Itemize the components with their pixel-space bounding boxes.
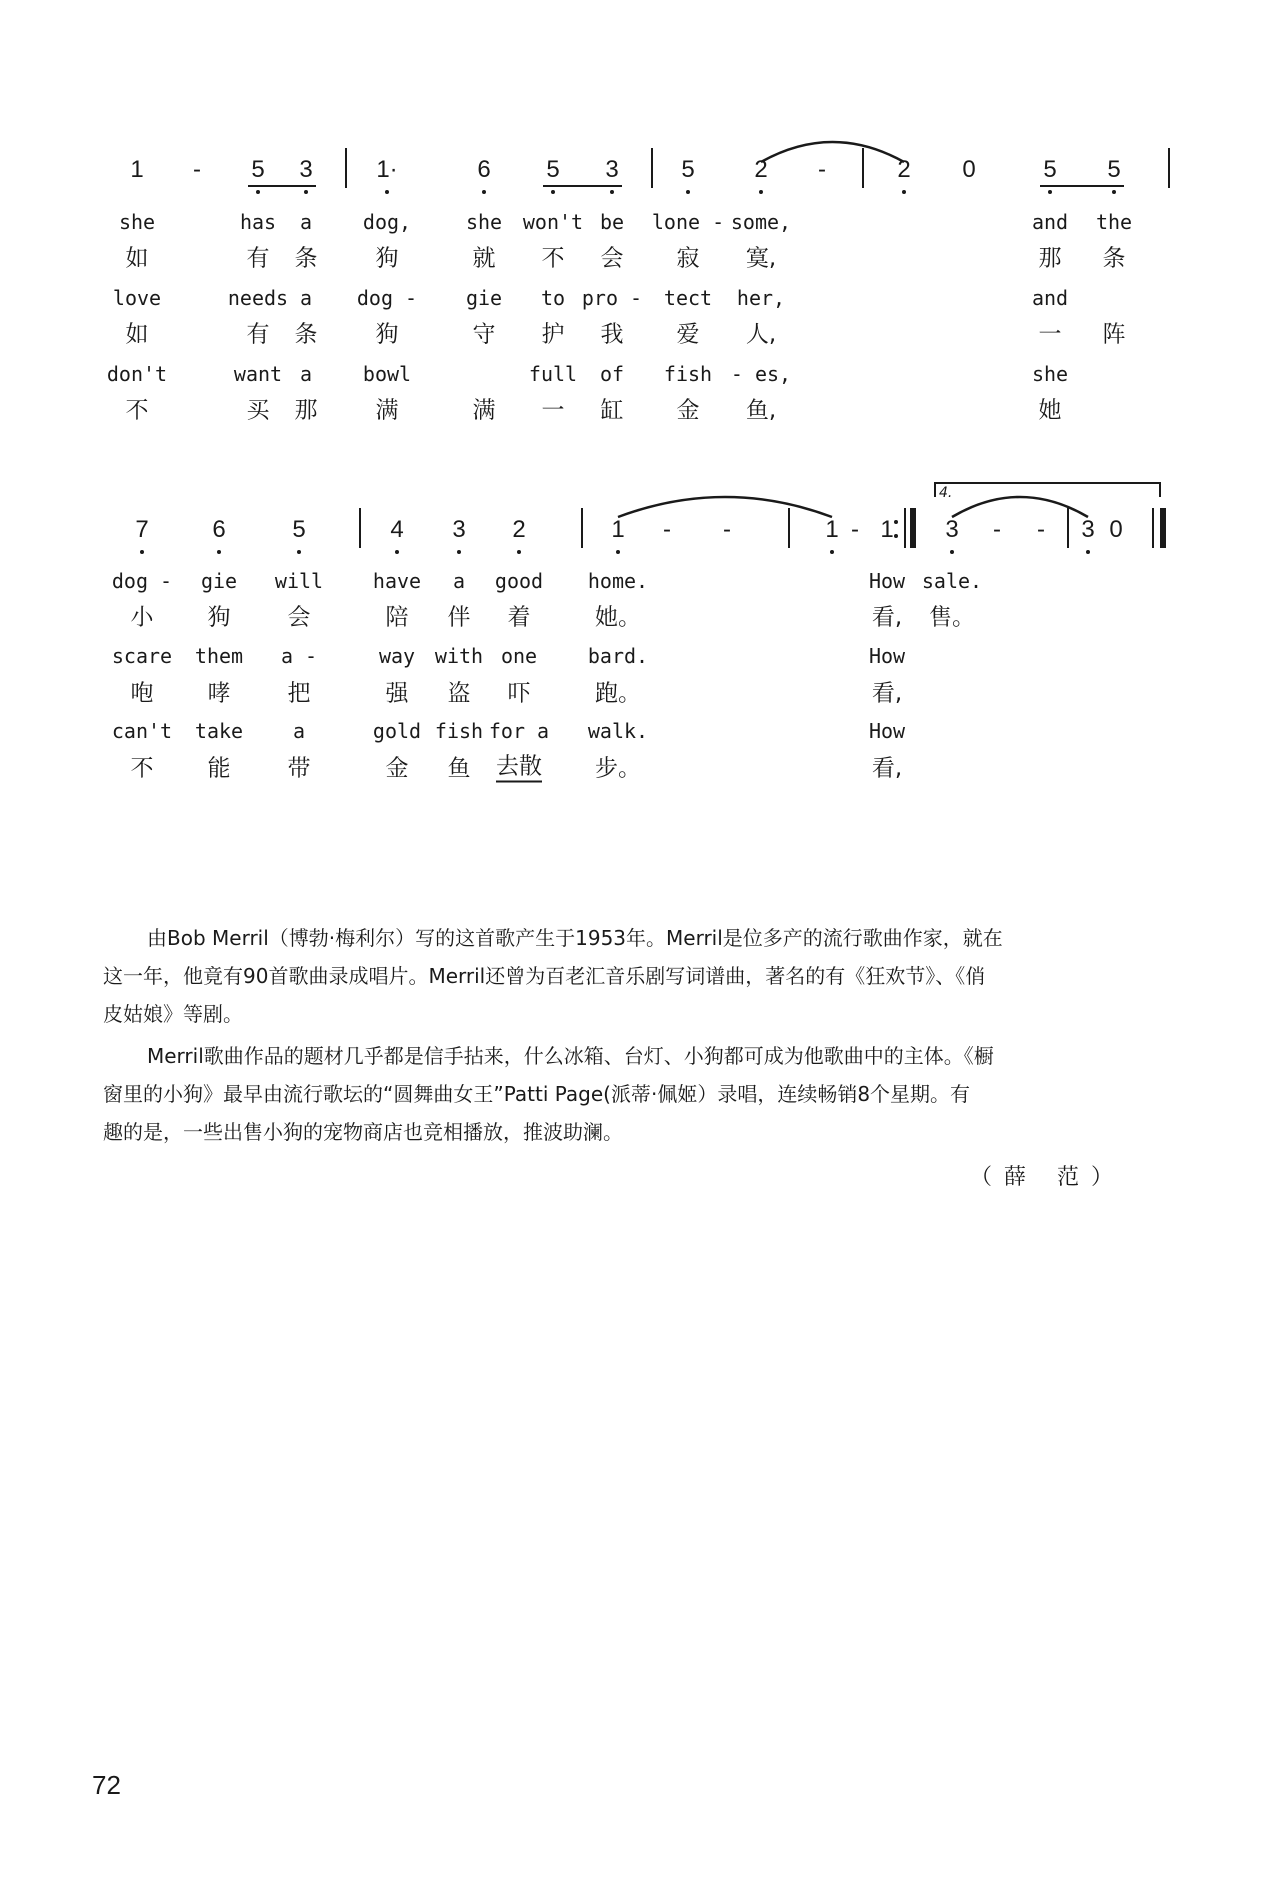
low-octave-dot — [385, 190, 389, 194]
note: 5 — [681, 156, 695, 183]
lyric-chinese: 那 — [1038, 245, 1062, 272]
barline — [359, 508, 361, 548]
volta-label: 4. — [939, 485, 953, 501]
barline — [904, 508, 906, 548]
note: 6 — [212, 516, 226, 543]
eighth-note-underline — [543, 185, 622, 187]
lyric-chinese: 咆 — [130, 680, 154, 707]
note: 5 — [1043, 156, 1057, 183]
lyric-chinese: 条 — [294, 321, 318, 348]
lyric-chinese: 阵 — [1102, 321, 1126, 348]
repeat-dot — [894, 520, 898, 524]
lyric-english: way — [378, 644, 416, 668]
barline — [862, 148, 864, 188]
note: 3 — [945, 516, 959, 543]
note: 3 — [299, 156, 313, 183]
low-octave-dot — [686, 190, 690, 194]
lyric-chinese: 跑。 — [595, 680, 641, 707]
author-credit: （薛 范） — [970, 1165, 1125, 1190]
lyric-english: some, — [730, 210, 792, 234]
lyric-chinese: 满 — [375, 397, 399, 424]
note: 1· — [376, 156, 398, 183]
lyric-chinese: 如 — [125, 321, 149, 348]
lyric-chinese: 一 — [1038, 321, 1062, 348]
note: 5 — [292, 516, 306, 543]
lyric-english: a — [299, 286, 313, 310]
lyric-english: won't — [522, 210, 584, 234]
note: 7 — [135, 516, 149, 543]
note: 3 — [605, 156, 619, 183]
lyric-chinese: 条 — [294, 245, 318, 272]
dash-note: - — [663, 516, 671, 543]
lyric-chinese: 条 — [1102, 245, 1126, 272]
low-octave-dot — [304, 190, 308, 194]
eighth-note-underline — [248, 185, 316, 187]
barline — [1160, 508, 1166, 548]
lyric-english: tect — [663, 286, 713, 310]
lyric-chinese: 能 — [207, 755, 231, 782]
low-octave-dot — [140, 550, 144, 554]
lyric-english: to — [540, 286, 566, 310]
text-line: 趣的是，一些出售小狗的宠物商店也竞相播放，推波助澜。 — [103, 1120, 623, 1144]
lyric-english: of — [599, 362, 625, 386]
lyric-english: dog - — [111, 569, 173, 593]
lyric-english: have — [372, 569, 422, 593]
repeat-dot — [894, 534, 898, 538]
lyric-chinese: 看, — [871, 680, 903, 707]
lyric-chinese: 那 — [294, 397, 318, 424]
note: 6 — [477, 156, 491, 183]
lyric-chinese: 着 — [507, 604, 531, 631]
lyric-english: full — [528, 362, 578, 386]
lyric-chinese: 售。 — [929, 604, 975, 631]
lyric-english: bowl — [362, 362, 412, 386]
lyric-english: she — [1031, 362, 1069, 386]
lyric-chinese: 狗 — [207, 604, 231, 631]
lyric-english: bard. — [587, 644, 649, 668]
lyric-english: dog, — [362, 210, 412, 234]
lyric-english: How — [868, 569, 906, 593]
low-octave-dot — [517, 550, 521, 554]
lyric-chinese: 会 — [600, 245, 624, 272]
lyric-english: good — [494, 569, 544, 593]
lyric-chinese: 寂 — [676, 245, 700, 272]
lyric-chinese: 看, — [871, 604, 903, 631]
lyric-chinese: 满 — [472, 397, 496, 424]
text-line: 窗里的小狗》最早由流行歌坛的“圆舞曲女王”Patti Page(派蒂·佩姬）录唱，连续畅销8个星期。有 — [103, 1082, 971, 1106]
lyric-english: gie — [200, 569, 238, 593]
lyric-english: a — [292, 719, 306, 743]
lyric-english: she — [465, 210, 503, 234]
dash-note: - — [1037, 516, 1045, 543]
note: 1 — [611, 516, 625, 543]
note: 0 — [962, 156, 976, 183]
slur — [618, 497, 832, 517]
barline — [651, 148, 653, 188]
note: 4 — [390, 516, 404, 543]
lyric-chinese: 吓 — [507, 680, 531, 707]
lyric-english: How — [868, 719, 906, 743]
text-line: 由Bob Merril（博勃·梅利尔）写的这首歌产生于1953年。Merril是位多产的流行歌曲作家，就在 — [147, 926, 1003, 950]
low-octave-dot — [256, 190, 260, 194]
lyric-english: a — [452, 569, 466, 593]
barline — [788, 508, 790, 548]
lyric-chinese: 金 — [676, 397, 700, 424]
lyric-chinese: 如 — [125, 245, 149, 272]
dash-note: - — [193, 156, 201, 183]
lyric-english: and — [1031, 210, 1069, 234]
lyric-chinese: 不 — [541, 245, 565, 272]
lyric-english: her, — [736, 286, 786, 310]
lyric-english: needs — [227, 286, 289, 310]
lyric-chinese: 去散 — [496, 756, 542, 783]
lyric-english: and — [1031, 286, 1069, 310]
lyric-english: the — [1095, 210, 1133, 234]
lyric-chinese: 人, — [745, 321, 777, 348]
barline — [1152, 508, 1154, 548]
low-octave-dot — [902, 190, 906, 194]
lyric-chinese: 她 — [1038, 397, 1062, 424]
lyric-chinese: 陪 — [385, 604, 409, 631]
lyric-chinese: 会 — [287, 604, 311, 631]
lyric-chinese: 狗 — [375, 321, 399, 348]
lyric-chinese: 不 — [125, 397, 149, 424]
lyric-chinese: 爱 — [676, 321, 700, 348]
lyric-english: will — [274, 569, 324, 593]
lyric-english: she — [118, 210, 156, 234]
low-octave-dot — [1086, 550, 1090, 554]
low-octave-dot — [830, 550, 834, 554]
dash-note: - — [723, 516, 731, 543]
lyric-chinese: 看, — [871, 755, 903, 782]
lyric-chinese: 哮 — [207, 680, 231, 707]
lyric-chinese: 小 — [130, 604, 154, 631]
lyric-english: take — [194, 719, 244, 743]
note: 3 — [452, 516, 466, 543]
lyric-chinese: 鱼, — [745, 397, 777, 424]
lyric-chinese: 有 — [246, 245, 270, 272]
lyric-english: a — [299, 210, 313, 234]
note: 2 — [897, 156, 911, 183]
low-octave-dot — [610, 190, 614, 194]
low-octave-dot — [551, 190, 555, 194]
lyric-english: don't — [106, 362, 168, 386]
lyric-english: want — [233, 362, 283, 386]
barline — [1168, 148, 1170, 188]
lyric-english: gie — [465, 286, 503, 310]
note: 5 — [1107, 156, 1121, 183]
dash-note: - — [993, 516, 1001, 543]
low-octave-dot — [1048, 190, 1052, 194]
lyric-chinese: 带 — [287, 755, 311, 782]
lyric-english: for a — [488, 719, 550, 743]
lyric-english: gold — [372, 719, 422, 743]
note: 5 — [546, 156, 560, 183]
lyric-english: love — [112, 286, 162, 310]
lyric-chinese: 买 — [246, 397, 270, 424]
page-number: 72 — [92, 1770, 121, 1800]
note: 5 — [251, 156, 265, 183]
lyric-english: a - — [280, 644, 318, 668]
lyric-chinese: 金 — [385, 755, 409, 782]
lyric-chinese: 守 — [472, 321, 496, 348]
barline — [345, 148, 347, 188]
lyric-english: fish — [434, 719, 484, 743]
low-octave-dot — [482, 190, 486, 194]
lyric-chinese: 鱼 — [447, 755, 471, 782]
low-octave-dot — [759, 190, 763, 194]
lyric-chinese: 我 — [600, 321, 624, 348]
lyric-english: lone - — [651, 210, 725, 234]
lyric-english: fish — [663, 362, 713, 386]
low-octave-dot — [395, 550, 399, 554]
low-octave-dot — [616, 550, 620, 554]
lyric-english: has — [239, 210, 277, 234]
lyric-chinese: 有 — [246, 321, 270, 348]
lyric-english: scare — [111, 644, 173, 668]
text-line: Merril歌曲作品的题材几乎都是信手拈来，什么冰箱、台灯、小狗都可成为他歌曲中的主体。《橱 — [147, 1044, 994, 1068]
lyric-english: one — [500, 644, 538, 668]
lyric-chinese: 寞, — [745, 245, 777, 272]
lyric-chinese: 就 — [472, 245, 496, 272]
low-octave-dot — [1112, 190, 1116, 194]
lyric-english: with — [434, 644, 484, 668]
lyric-english: them — [194, 644, 244, 668]
lyric-english: walk. — [587, 719, 649, 743]
barline — [581, 508, 583, 548]
lyric-chinese: 伴 — [447, 604, 471, 631]
lyric-chinese: 护 — [541, 321, 565, 348]
lyric-chinese: 不 — [130, 755, 154, 782]
note: 3 — [1081, 516, 1095, 543]
lyric-chinese: 把 — [287, 680, 311, 707]
note: 1 — [130, 156, 144, 183]
barline — [910, 508, 916, 548]
text-line: 皮姑娘》等剧。 — [103, 1002, 243, 1026]
low-octave-dot — [457, 550, 461, 554]
lyric-chinese: 强 — [385, 680, 409, 707]
text-line: 这一年，他竟有90首歌曲录成唱片。Merril还曾为百老汇音乐剧写词谱曲，著名的有《狂欢节》、《俏 — [103, 964, 986, 988]
paragraph-2 — [103, 1037, 1163, 1151]
note: 2 — [754, 156, 768, 183]
note: 0 — [1109, 516, 1123, 543]
lyric-english: How — [868, 644, 906, 668]
dash-note: - — [851, 516, 859, 543]
lyric-chinese: 缸 — [600, 397, 624, 424]
note: 1 — [825, 516, 839, 543]
lyric-english: sale. — [921, 569, 983, 593]
dash-note: - — [818, 156, 826, 183]
lyric-english: a — [299, 362, 313, 386]
slur — [761, 142, 904, 162]
low-octave-dot — [950, 550, 954, 554]
note: 1 — [880, 516, 894, 543]
lyric-english: home. — [587, 569, 649, 593]
eighth-note-underline — [1040, 185, 1124, 187]
note: 2 — [512, 516, 526, 543]
lyric-english: be — [599, 210, 625, 234]
lyric-chinese: 她。 — [595, 604, 641, 631]
lyric-english: pro - — [581, 286, 643, 310]
paragraph-1 — [103, 919, 1163, 1033]
lyric-english: dog - — [356, 286, 418, 310]
lyric-chinese: 盗 — [447, 680, 471, 707]
lyric-chinese: 狗 — [375, 245, 399, 272]
low-octave-dot — [297, 550, 301, 554]
lyric-english: can't — [111, 719, 173, 743]
barline — [1067, 508, 1069, 548]
lyric-chinese: 一 — [541, 397, 565, 424]
volta-bracket — [935, 483, 1160, 497]
lyric-english: - es, — [730, 362, 792, 386]
low-octave-dot — [217, 550, 221, 554]
lyric-chinese: 步。 — [595, 755, 641, 782]
